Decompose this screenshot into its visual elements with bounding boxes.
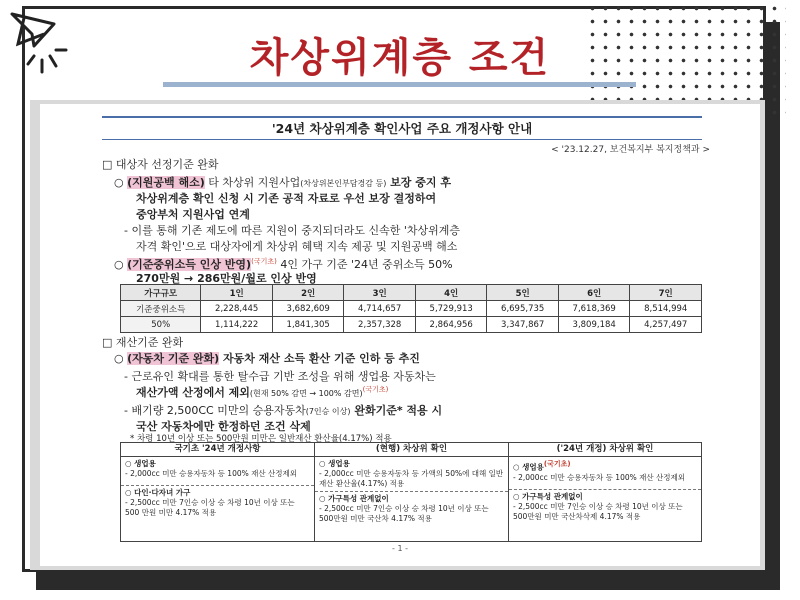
- cell-text: - 2,000cc 미만 승용자동차 등 가액의 50%에 대해 일반 재산 환산율(4.17%) 적용: [319, 469, 504, 488]
- small-text: (현재 50% 감면 → 100% 감면): [249, 389, 363, 398]
- slide-title: 차상위계층 조건: [249, 35, 551, 81]
- bullet: ○: [114, 176, 128, 189]
- comparison-cell: [315, 457, 508, 491]
- table-row: [121, 301, 702, 317]
- small-text: (차상위본인부담경감 등): [300, 179, 387, 188]
- column-header: 국기초 '24년 개정사항: [121, 443, 314, 457]
- header-cell: 1인: [201, 285, 273, 301]
- cell-title: ○ 생업용: [513, 462, 544, 472]
- table-cell: 3,347,867: [487, 317, 559, 333]
- section1-item1-line3: 중앙부처 지원사업 연계: [136, 208, 250, 221]
- bold-text: 보장 중지 후: [386, 176, 451, 189]
- highlight-label: (기준중위소득 인상 반영): [127, 258, 252, 271]
- cell-text: - 2,500cc 미만 7인승 이상 승 차령 10년 이상 또는 500만원 미만 국산차 4.17% 적용: [319, 504, 489, 523]
- comparison-cell: [509, 489, 701, 524]
- comparison-column-current: [315, 443, 509, 541]
- income-table: [120, 284, 702, 333]
- section1-item1-line2: 차상위계층 확인 신청 시 기존 공적 자료로 우선 보장 결정하여: [136, 192, 437, 205]
- income-table-header-row: [121, 285, 702, 301]
- header-cell: 4인: [415, 285, 487, 301]
- row-label: 기준중위소득: [121, 301, 201, 317]
- comparison-cell: [315, 491, 508, 526]
- header-cell: 6인: [558, 285, 630, 301]
- comparison-cell: [121, 485, 314, 520]
- header-cell: 7인: [630, 285, 702, 301]
- header-cell: 가구규모: [121, 285, 201, 301]
- comparison-table: [120, 442, 702, 542]
- table-row: [121, 317, 702, 333]
- bullet: ○: [114, 258, 128, 271]
- bold-text: 완화기준* 적용 시: [350, 404, 443, 417]
- document-source: < '23.12.27, 보건복지부 복지정책과 >: [551, 145, 710, 155]
- bold-text: 재산가액 산정에서 제외: [136, 386, 250, 399]
- superscript-tag: (국기초): [543, 460, 571, 468]
- table-cell: 5,729,913: [415, 301, 487, 317]
- section2-note: * 차령 10년 이상 또는 500만원 미만은 일반재산 환산율(4.17%) 적용: [130, 434, 392, 444]
- text: 자동차 재산 소득 환산 기준 인하 등 추진: [219, 352, 420, 365]
- superscript-tag: (국기초): [251, 257, 277, 266]
- table-cell: 8,514,994: [630, 301, 702, 317]
- table-cell: 2,864,956: [415, 317, 487, 333]
- small-text: (7인승 이상): [305, 407, 351, 416]
- cell-title: ○ 생업용: [319, 459, 350, 468]
- table-cell: 7,618,369: [558, 301, 630, 317]
- table-cell: 1,841,305: [272, 317, 344, 333]
- section1-item1-sub-line1: - 이를 통해 기존 제도에 따른 지원이 중지되더라도 신속한 '차상위계층: [124, 224, 460, 237]
- table-cell: 6,695,735: [487, 301, 559, 317]
- column-header: (현행) 차상위 확인: [315, 443, 508, 457]
- document-title: '24년 차상위계층 확인사업 주요 개정사항 안내: [102, 116, 702, 140]
- section2-sub1-line1: - 근로유인 확대를 통한 탈수급 기반 조성을 위해 생업용 자동차는: [124, 370, 436, 383]
- table-cell: 4,257,497: [630, 317, 702, 333]
- section1-item2-line2: 270만원 → 286만원/월로 인상 반영: [136, 272, 317, 285]
- section1-heading: □ 대상자 선정기준 완화: [102, 158, 219, 171]
- text: 4인 가구 기준 '24년 중위소득 50%: [276, 258, 453, 271]
- text: - 배기량 2,500CC 미만의 승용자동차: [124, 404, 306, 417]
- section2-sub2-line2: 국산 자동차에만 한정하던 조건 삭제: [136, 420, 311, 433]
- table-cell: 4,714,657: [344, 301, 416, 317]
- cell-text: - 2,000cc 미만 승용자동차 등 100% 재산 산정제외: [125, 469, 297, 478]
- highlight-label: (자동차 기준 완화): [127, 352, 220, 365]
- comparison-cell: [121, 457, 314, 481]
- section2-heading: □ 재산기준 완화: [102, 336, 184, 349]
- comparison-column-national: [121, 443, 315, 541]
- bullet: ○: [114, 352, 128, 365]
- table-cell: 2,228,445: [201, 301, 273, 317]
- column-header: ('24년 개정) 차상위 확인: [509, 443, 701, 457]
- table-cell: 1,114,222: [201, 317, 273, 333]
- section2-sub2-line1: [124, 402, 442, 418]
- comparison-cell: [509, 457, 701, 485]
- cell-title: ○ 가구특성 관계없이: [319, 494, 389, 503]
- page-number: - 1 -: [392, 544, 408, 553]
- row-label: 50%: [121, 317, 201, 333]
- table-cell: 3,682,609: [272, 301, 344, 317]
- section1-item1-sub-line2: 자격 확인'으로 대상자에게 차상위 혜택 지속 제공 및 지원공백 해소: [136, 240, 458, 253]
- section1-item1-line1: [114, 174, 451, 190]
- section2-item1: [114, 350, 420, 366]
- table-cell: 2,357,328: [344, 317, 416, 333]
- text: 타 차상위 지원사업: [204, 176, 301, 189]
- cell-title: ○ 생업용: [125, 459, 156, 468]
- cell-title: ○ 다인·다자녀 가구: [125, 488, 191, 497]
- cell-text: - 2,500cc 미만 7인승 이상 승 차령 10년 이상 또는 500 만원 미만 4.17% 적용: [125, 498, 295, 517]
- document-page: [40, 104, 760, 566]
- cell-text: - 2,000cc 미만 승용자동차 등 100% 재산 산정제외: [513, 472, 685, 482]
- superscript-tag: (국기초): [362, 385, 389, 394]
- cell-title: ○ 가구특성 관계없이: [513, 491, 583, 501]
- header-cell: 3인: [344, 285, 416, 301]
- header-cell: 2인: [272, 285, 344, 301]
- title-underline: [163, 82, 636, 87]
- highlight-label: (지원공백 해소): [127, 176, 205, 189]
- section2-sub1-line2: [136, 384, 388, 400]
- header-cell: 5인: [487, 285, 559, 301]
- cell-text: - 2,500cc 미만 7인승 이상 승 차령 10년 이상 또는 500만원 미만 국산차삭제 4.17% 적용: [513, 501, 683, 521]
- comparison-column-revised: [509, 443, 701, 541]
- table-cell: 3,809,184: [558, 317, 630, 333]
